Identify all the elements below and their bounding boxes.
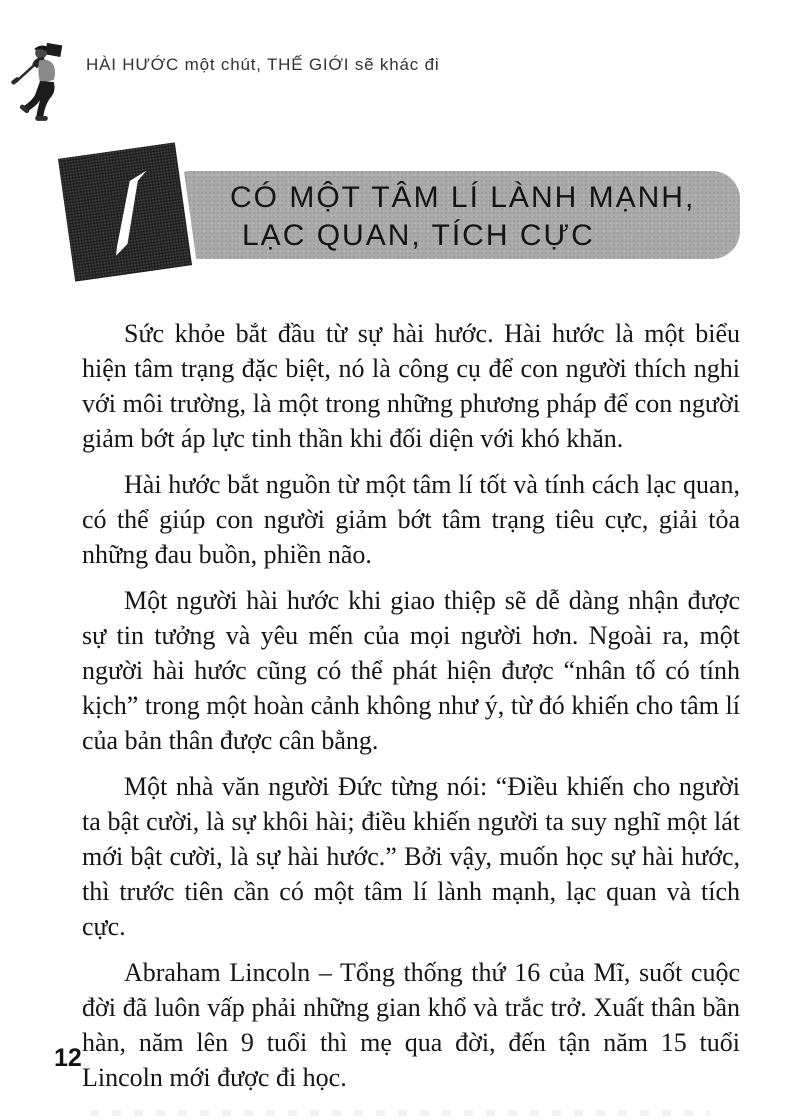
chapter-number-box	[58, 142, 192, 281]
chapter-title-line-1: CÓ MỘT TÂM LÍ LÀNH MẠNH,	[230, 181, 696, 214]
paragraph-4: Một nhà văn người Đức từng nói: “Điều khiến cho người ta bật cười, là sự khôi hài; điều khiến người ta suy nghĩ một lát mới bật cười, là sự hài hước.” Bởi vậy, muốn học sự hài hước, thì trước tiên cần có một tâm lí lành mạnh, lạc quan và tích cực.	[82, 772, 740, 941]
running-title: HÀI HƯỚC một chút, THẾ GIỚI sẽ khác đi	[86, 55, 440, 74]
chapter-number-numeral	[58, 142, 192, 281]
page-number: 12	[54, 1044, 82, 1072]
running-header	[0, 0, 800, 130]
paragraph-1: Sức khỏe bắt đầu từ sự hài hước. Hài hước là một biểu hiện tâm trạng đặc biệt, nó là công cụ để con người thích nghi với môi trường, là một trong những phương pháp để con người giảm bớt áp lực tinh thần khi đối diện với khó khăn.	[82, 319, 740, 453]
body-text	[82, 316, 740, 1106]
chapter-title	[180, 171, 740, 255]
chapter-title-line-2: LẠC QUAN, TÍCH CỰC	[242, 219, 595, 252]
chapter-title-banner	[180, 171, 740, 259]
paragraph-5: Abraham Lincoln – Tổng thống thứ 16 của Mĩ, suốt cuộc đời đã luôn vấp phải những gian khổ và trắc trở. Xuất thân bần hàn, năm lên 9 tuổi thì mẹ qua đời, đến tận năm 15 tuổi Lincoln mới được đi học.	[82, 958, 740, 1092]
paragraph-2: Hài hước bắt nguồn từ một tâm lí tốt và tính cách lạc quan, có thể giúp con người giảm bớt tâm trạng tiêu cực, giải tỏa những đau buồn, phiền não.	[82, 470, 740, 569]
paragraph-3: Một người hài hước khi giao thiệp sẽ dễ dàng nhận được sự tin tưởng và yêu mến của mọi người hơn. Ngoài ra, một người hài hước cũng có thể phát hiện được “nhân tố có tính kịch” trong một hoàn cảnh không như ý, từ đó khiến cho tâm lí của bản thân được cân bằng.	[82, 586, 740, 755]
scan-artifact	[90, 1110, 710, 1116]
golfer-icon	[8, 36, 76, 131]
